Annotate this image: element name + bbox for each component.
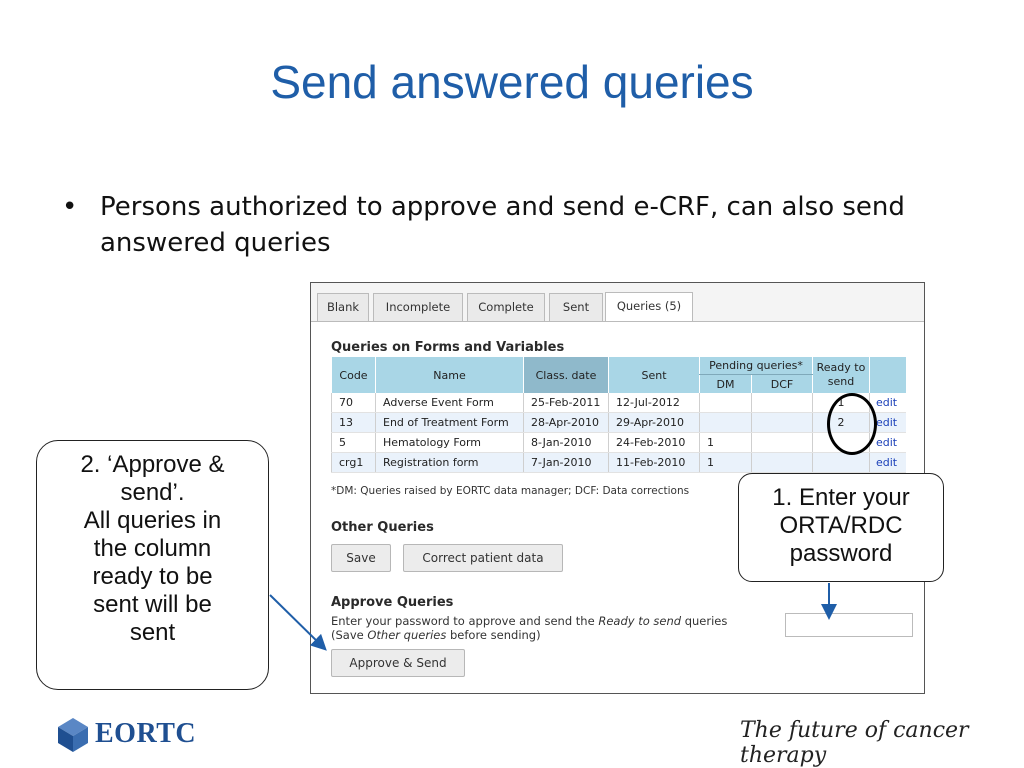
cell-dm <box>700 413 752 433</box>
callout-line: 2. ‘Approve & <box>80 451 225 478</box>
cell-sent: 11-Feb-2010 <box>609 453 700 473</box>
highlight-circle <box>827 393 877 455</box>
other-queries-heading: Other Queries <box>331 520 434 535</box>
table-row <box>332 453 907 473</box>
footnote: *DM: Queries raised by EORTC data manager; DCF: Data corrections <box>331 485 690 497</box>
col-code[interactable]: Code <box>332 357 376 393</box>
edit-link[interactable]: edit <box>870 413 907 433</box>
cell-ready <box>813 453 870 473</box>
table-row <box>332 433 907 453</box>
password-field[interactable] <box>785 613 913 637</box>
queries-heading: Queries on Forms and Variables <box>331 340 565 355</box>
cell-name: End of Treatment Form <box>376 413 524 433</box>
bullet-text: Persons authorized to approve and send e-CRF, can also send answered queries <box>100 192 905 258</box>
cell-name: Adverse Event Form <box>376 393 524 413</box>
approve-text: Enter your password to approve and send the <box>331 614 599 628</box>
tab-bar <box>311 283 924 322</box>
callout-line: 1. Enter your <box>772 484 910 511</box>
col-dm: DM <box>700 375 752 394</box>
cell-class-date: 8-Jan-2010 <box>524 433 609 453</box>
cell-class-date: 28-Apr-2010 <box>524 413 609 433</box>
slide-title: Send answered queries <box>270 56 754 108</box>
table-row <box>332 393 907 413</box>
col-ready-label: Ready to send <box>816 361 866 388</box>
approve-text-italic: Other queries <box>367 628 447 642</box>
cell-code: crg1 <box>332 453 376 473</box>
tab-queries[interactable]: Queries (5) <box>605 292 693 321</box>
cell-sent: 29-Apr-2010 <box>609 413 700 433</box>
bullet-dot-icon: • <box>62 192 78 222</box>
callout-line: password <box>789 540 893 567</box>
col-class-date[interactable]: Class. date <box>524 357 609 393</box>
tab-complete[interactable]: Complete <box>467 293 545 321</box>
cell-code: 13 <box>332 413 376 433</box>
cell-name: Registration form <box>376 453 524 473</box>
approve-queries-heading: Approve Queries <box>331 595 454 610</box>
callout-line: All queries in <box>83 507 222 534</box>
col-pending: Pending queries* <box>700 357 813 375</box>
cell-dcf <box>752 433 813 453</box>
cell-code: 70 <box>332 393 376 413</box>
cell-sent: 24-Feb-2010 <box>609 433 700 453</box>
col-action <box>870 357 907 393</box>
approve-text-italic: Ready to send <box>598 614 682 628</box>
cell-dcf <box>752 393 813 413</box>
cell-class-date: 7-Jan-2010 <box>524 453 609 473</box>
col-sent[interactable]: Sent <box>609 357 700 393</box>
edit-link[interactable]: edit <box>870 453 907 473</box>
approve-instructions <box>331 614 791 642</box>
tab-incomplete[interactable]: Incomplete <box>373 293 463 321</box>
cell-dm: 1 <box>700 453 752 473</box>
col-name[interactable]: Name <box>376 357 524 393</box>
callout-line: send’. <box>120 479 185 506</box>
cell-dm: 1 <box>700 433 752 453</box>
queries-table <box>331 357 906 473</box>
edit-link[interactable]: edit <box>870 433 907 453</box>
cell-code: 5 <box>332 433 376 453</box>
tagline: The future of cancer therapy <box>740 718 969 768</box>
approve-text: (Save <box>331 628 368 642</box>
logo-text: EORTC <box>95 718 197 749</box>
cell-sent: 12-Jul-2012 <box>609 393 700 413</box>
tab-sent[interactable]: Sent <box>549 293 603 321</box>
col-ready <box>813 357 870 393</box>
eortc-logo-icon <box>55 716 91 754</box>
callout-line: sent <box>129 619 176 646</box>
correct-patient-data-button[interactable]: Correct patient data <box>403 544 563 572</box>
tab-blank[interactable]: Blank <box>317 293 369 321</box>
callout-enter-password <box>738 473 944 582</box>
approve-send-button[interactable]: Approve & Send <box>331 649 465 677</box>
cell-class-date: 25-Feb-2011 <box>524 393 609 413</box>
callout-line: ready to be <box>92 563 213 590</box>
approve-text: before sending) <box>446 628 541 642</box>
callout-line: the column <box>93 535 212 562</box>
table-row <box>332 413 907 433</box>
cell-ready: 1 <box>813 393 870 413</box>
col-dcf: DCF <box>752 375 813 394</box>
save-button[interactable]: Save <box>331 544 391 572</box>
callout-approve-send <box>36 440 269 690</box>
cell-dm <box>700 393 752 413</box>
cell-name: Hematology Form <box>376 433 524 453</box>
eortc-logo <box>55 716 195 756</box>
callout-line: sent will be <box>93 591 212 618</box>
callout-line: ORTA/RDC <box>779 512 903 539</box>
cell-dcf <box>752 453 813 473</box>
approve-text: queries <box>681 614 728 628</box>
edit-link[interactable]: edit <box>870 393 907 413</box>
cell-ready: 2 <box>813 413 870 433</box>
cell-dcf <box>752 413 813 433</box>
